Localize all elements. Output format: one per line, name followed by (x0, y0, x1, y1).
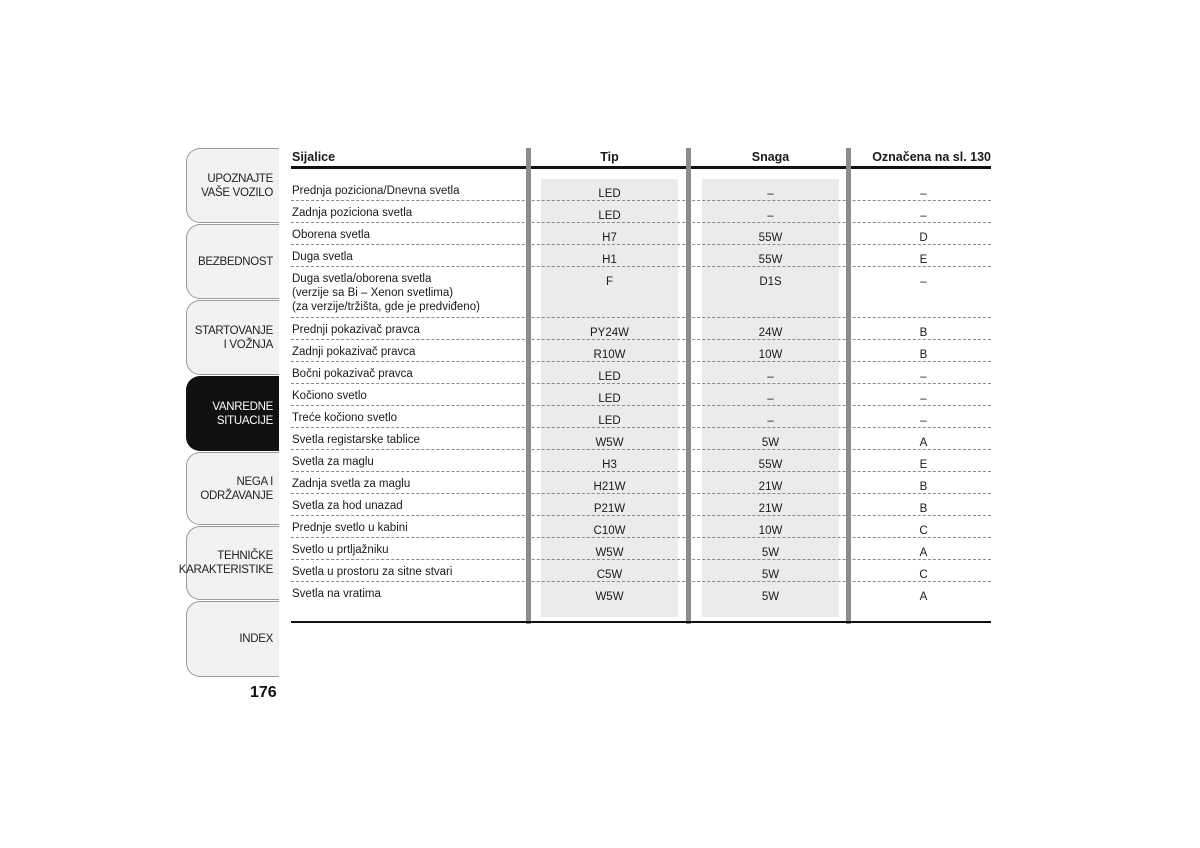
figure-reference: B (919, 327, 928, 339)
table-row (291, 245, 991, 267)
bulb-power: D1S (759, 276, 782, 288)
bulb-name: Zadnja svetla za maglu (292, 478, 411, 490)
bulb-power: – (767, 188, 774, 200)
bulb-type: F (605, 276, 614, 288)
bottom-rule (291, 621, 991, 623)
table-row (291, 267, 991, 318)
bulb-power: – (767, 210, 774, 222)
bulb-power: – (767, 393, 774, 405)
figure-reference: D (919, 232, 928, 244)
table-row (291, 428, 991, 450)
bulb-power: 55W (758, 232, 783, 244)
bulb-type: LED (598, 210, 621, 222)
bulb-type: W5W (595, 437, 624, 449)
figure-reference: E (919, 459, 928, 471)
nav-tab-index[interactable] (186, 601, 279, 677)
table-row (291, 179, 991, 201)
bulb-type: H7 (602, 232, 617, 244)
table-row (291, 362, 991, 384)
figure-reference: C (919, 525, 928, 537)
bulb-type: C5W (596, 569, 623, 581)
bulb-type: H3 (602, 459, 617, 471)
bulb-type: C10W (593, 525, 626, 537)
nav-tab-label: NEGA I ODRŽAVANJE (200, 475, 273, 502)
nav-tab-vanredne-situacije[interactable] (186, 376, 279, 451)
bulb-type: LED (598, 393, 621, 405)
bulb-name: Svetla registarske tablice (292, 434, 420, 446)
figure-reference: – (920, 415, 927, 427)
bulb-name: Svetla za hod unazad (292, 500, 403, 512)
header-tip: Tip (600, 150, 619, 164)
figure-reference: A (919, 437, 928, 449)
table-row (291, 582, 991, 604)
table-row (291, 560, 991, 582)
figure-reference: A (919, 547, 928, 559)
bulb-name: Svetla na vratima (292, 588, 381, 600)
bulb-power: 55W (758, 459, 783, 471)
bulb-name: Prednji pokazivač pravca (292, 324, 420, 336)
table-row (291, 340, 991, 362)
table-row (291, 450, 991, 472)
header-rule (291, 166, 991, 169)
header-oznacena: Označena na sl. 130 (872, 150, 991, 164)
figure-reference: A (919, 591, 928, 603)
bulb-power: – (767, 415, 774, 427)
figure-reference: – (920, 393, 927, 405)
figure-reference: E (919, 254, 928, 266)
page-number: 176 (250, 684, 277, 701)
bulb-power: 5W (761, 547, 780, 559)
bulb-name: Svetla za maglu (292, 456, 374, 468)
table-row (291, 516, 991, 538)
figure-reference: – (920, 371, 927, 383)
nav-tab-label: INDEX (239, 633, 273, 645)
bulb-type: P21W (593, 503, 626, 515)
header-snaga: Snaga (751, 150, 790, 164)
table-row (291, 472, 991, 494)
bulb-power: 21W (758, 503, 783, 515)
bulb-power: 5W (761, 591, 780, 603)
nav-tab-label: VANREDNE SITUACIJE (212, 400, 273, 427)
bulb-name: Duga svetla/oborena svetla (verzije sa Bi – Xenon svetlima) (za verzije/tržišta, gde je predviđeno) (292, 273, 480, 313)
table-row (291, 384, 991, 406)
bulb-power: 55W (758, 254, 783, 266)
figure-reference: B (919, 481, 928, 493)
figure-reference: – (920, 188, 927, 200)
bulb-power: 21W (758, 481, 783, 493)
figure-reference: C (919, 569, 928, 581)
nav-tab-label: BEZBEDNOST (198, 255, 273, 268)
bulb-name: Prednje svetlo u kabini (292, 522, 408, 534)
bulb-power: 10W (758, 349, 783, 361)
figure-reference: – (920, 210, 927, 222)
table-row (291, 201, 991, 223)
bulb-name: Bočni pokazivač pravca (292, 368, 413, 380)
bulb-type: LED (598, 371, 621, 383)
figure-reference: – (920, 276, 927, 288)
bulb-type: R10W (593, 349, 626, 361)
bulb-type: H21W (593, 481, 626, 493)
nav-tab-bezbednost[interactable] (186, 224, 279, 299)
bulb-type: LED (598, 188, 621, 200)
nav-tab-startovanje[interactable] (186, 300, 279, 375)
table-row (291, 318, 991, 340)
bulb-type: PY24W (590, 327, 629, 339)
table-row (291, 223, 991, 245)
bulb-power: 5W (761, 569, 780, 581)
table-row (291, 538, 991, 560)
bulb-power: 24W (758, 327, 783, 339)
header-sijalice: Sijalice (292, 150, 336, 164)
table-row (291, 406, 991, 428)
nav-tab-upoznajte[interactable] (186, 148, 279, 223)
bulb-power: 5W (761, 437, 780, 449)
bulb-type: W5W (595, 547, 624, 559)
table-header (291, 148, 991, 166)
bulb-power: 10W (758, 525, 783, 537)
bulb-power: – (767, 371, 774, 383)
table-row (291, 494, 991, 516)
figure-reference: B (919, 349, 928, 361)
nav-tab-label: STARTOVANJE I VOŽNJA (194, 324, 273, 351)
nav-tab-tehnicke[interactable] (178, 526, 279, 600)
bulb-name: Zadnja poziciona svetla (292, 207, 413, 219)
bulb-name: Prednja poziciona/Dnevna svetla (292, 185, 460, 197)
bulb-name: Treće kočiono svetlo (292, 412, 398, 424)
figure-reference: B (919, 503, 928, 515)
bulb-name: Svetla u prostoru za sitne stvari (292, 566, 453, 578)
bulb-type: LED (598, 415, 621, 427)
nav-tab-nega[interactable] (186, 452, 279, 525)
bulb-name: Zadnji pokazivač pravca (292, 346, 416, 358)
nav-tab-label: UPOZNAJTE VAŠE VOZILO (201, 172, 273, 199)
bulb-name: Kočiono svetlo (292, 390, 367, 402)
nav-tab-label: TEHNIČKE KARAKTERISTIKE (178, 550, 273, 576)
bulb-name: Duga svetla (292, 251, 353, 263)
bulb-type: H1 (602, 254, 617, 266)
bulb-name: Svetlo u prtljažniku (292, 544, 389, 556)
bulb-name: Oborena svetla (292, 229, 370, 241)
bulb-type: W5W (595, 591, 624, 603)
